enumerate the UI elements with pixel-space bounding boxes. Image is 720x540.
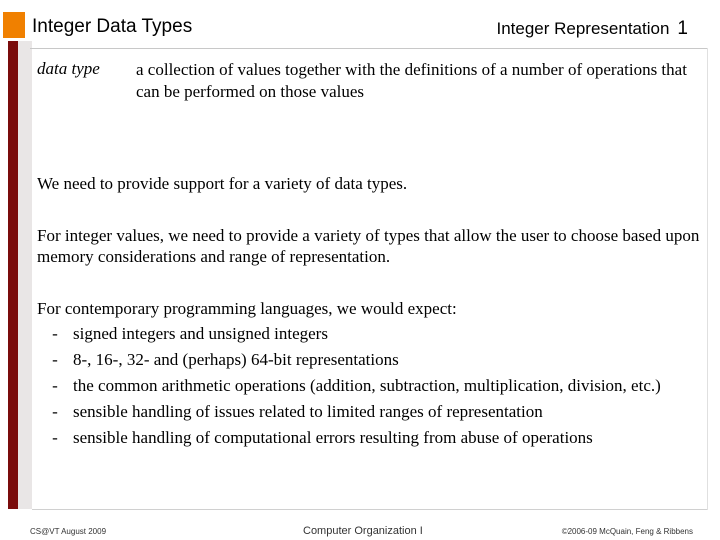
- definition-text: a collection of values together with the definitions of a number of operations that can be performed on those values: [136, 60, 687, 101]
- bullet-dash: -: [52, 376, 58, 395]
- section-header: [496, 18, 688, 40]
- bullet-dash: -: [52, 402, 58, 421]
- content-bottom-border: [32, 509, 708, 510]
- content-right-border: [707, 48, 708, 510]
- list-item: [37, 427, 661, 453]
- slide-title: Integer Data Types: [32, 16, 193, 37]
- title-accent-square: [3, 12, 25, 38]
- section-title: Integer Representation: [496, 19, 670, 38]
- footer-course-date: CS@VT August 2009: [30, 527, 107, 536]
- paragraph-expectations: For contemporary programming languages, we would expect:: [37, 299, 457, 318]
- list-item-text: 8-, 16-, 32- and (perhaps) 64-bit representations: [73, 350, 399, 369]
- bullet-dash: -: [52, 324, 58, 343]
- bullet-dash: -: [52, 428, 58, 447]
- sidebar-red-bar: [8, 41, 18, 509]
- paragraph-integer-values: For integer values, we need to provide a variety of types that allow the user to choose based upon memory considerations and range of representation.: [37, 226, 700, 266]
- list-item: [37, 349, 661, 375]
- list-item: [37, 323, 661, 349]
- list-item-text: the common arithmetic operations (addition, subtraction, multiplication, division, etc.): [73, 376, 661, 395]
- expectations-list: [37, 323, 661, 453]
- title-divider: [30, 48, 708, 49]
- list-item: [37, 375, 661, 401]
- slide-number: 1: [677, 18, 688, 39]
- list-item-text: sensible handling of issues related to limited ranges of representation: [73, 402, 543, 421]
- list-item-text: sensible handling of computational errors resulting from abuse of operations: [73, 428, 593, 447]
- list-item: [37, 401, 661, 427]
- list-item-text: signed integers and unsigned integers: [73, 324, 328, 343]
- bullet-dash: -: [52, 350, 58, 369]
- paragraph-support: We need to provide support for a variety of data types.: [37, 174, 408, 193]
- footer-copyright: ©2006-09 McQuain, Feng & Ribbens: [561, 527, 693, 536]
- sidebar-gray-bar: [18, 41, 32, 509]
- footer-course-title: Computer Organization I: [303, 525, 423, 537]
- definition-term: data type: [37, 59, 100, 78]
